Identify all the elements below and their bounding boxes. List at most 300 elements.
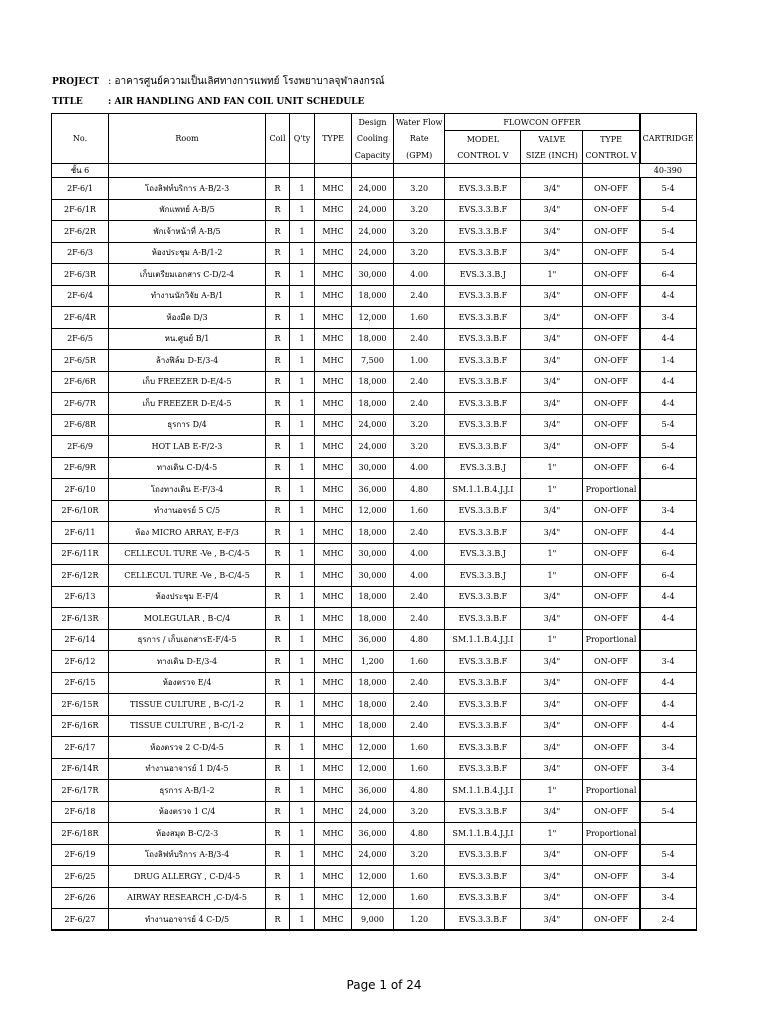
title-label: TITLE [52, 97, 83, 107]
cell-unit-no: 2F-6/27 [52, 909, 109, 931]
cell-control-type: Proportional [583, 479, 640, 501]
cell-coil: R [266, 328, 290, 350]
cell-qty: 1 [290, 629, 315, 651]
cell-room: AIRWAY RESEARCH ,C-D/4-5 [109, 887, 266, 909]
cell-water-flow-rate: 4.00 [394, 457, 445, 479]
cell-unit-type: MHC [315, 629, 352, 651]
cell-cooling-capacity: 36,000 [352, 823, 394, 845]
cell-unit-type: MHC [315, 393, 352, 415]
cell-cartridge: 4-4 [640, 586, 696, 608]
table-row [52, 242, 697, 264]
cell-cooling-capacity: 12,000 [352, 307, 394, 329]
cell-model-control-valve: SM.1.1.B.4.J.J.I [445, 823, 521, 845]
cell-cartridge: 4-4 [640, 694, 696, 716]
cell-unit-type: MHC [315, 909, 352, 931]
col-header-valve-2: SIZE (INCH) [521, 147, 583, 164]
cell-unit-no: 2F-6/19 [52, 844, 109, 866]
table-row [52, 651, 697, 673]
cell-model-control-valve: EVS.3.3.B.F [445, 307, 521, 329]
cell-unit-no: 2F-6/14R [52, 758, 109, 780]
floor-cartridge: 40-390 [640, 164, 696, 178]
cell-cartridge: 3-4 [640, 866, 696, 888]
cell-room: ทำงานอาจารย์ 1 D/4-5 [109, 758, 266, 780]
cell-room: เก็บ FREEZER D-E/4-5 [109, 393, 266, 415]
table-row [52, 909, 697, 931]
cell-unit-type: MHC [315, 694, 352, 716]
cell-qty: 1 [290, 780, 315, 802]
cell-control-type: ON-OFF [583, 801, 640, 823]
col-header-valve-1: VALVE [521, 131, 583, 148]
cell-coil: R [266, 414, 290, 436]
cell-cartridge: 4-4 [640, 608, 696, 630]
cell-coil: R [266, 199, 290, 221]
cell-model-control-valve: EVS.3.3.B.F [445, 393, 521, 415]
title-line [52, 97, 364, 107]
cell-unit-no: 2F-6/15 [52, 672, 109, 694]
cell-valve-size: 3/4" [521, 178, 583, 200]
cell-model-control-valve: EVS.3.3.B.F [445, 586, 521, 608]
cell-cooling-capacity: 18,000 [352, 715, 394, 737]
cell-model-control-valve: SM.1.1.B.4.J.J.I [445, 629, 521, 651]
table-row [52, 866, 697, 888]
cell-control-type: ON-OFF [583, 393, 640, 415]
cell-unit-no: 2F-6/11R [52, 543, 109, 565]
cell-room: เก็บเตรียมเอกสาร C-D/2-4 [109, 264, 266, 286]
cell-cooling-capacity: 12,000 [352, 866, 394, 888]
cell-model-control-valve: EVS.3.3.B.F [445, 350, 521, 372]
cell-unit-type: MHC [315, 565, 352, 587]
cell-coil: R [266, 823, 290, 845]
cell-unit-type: MHC [315, 328, 352, 350]
table-row [52, 608, 697, 630]
cell-coil: R [266, 737, 290, 759]
cell-unit-type: MHC [315, 737, 352, 759]
cell-coil: R [266, 371, 290, 393]
cell-coil: R [266, 500, 290, 522]
cell-model-control-valve: SM.1.1.B.4.J.J.I [445, 479, 521, 501]
cell-qty: 1 [290, 178, 315, 200]
cell-unit-no: 2F-6/9 [52, 436, 109, 458]
cell-valve-size: 1" [521, 780, 583, 802]
cell-model-control-valve: EVS.3.3.B.F [445, 801, 521, 823]
col-header-qty: Q'ty [290, 114, 315, 164]
cell-qty: 1 [290, 543, 315, 565]
cell-water-flow-rate: 2.40 [394, 586, 445, 608]
cell-qty: 1 [290, 457, 315, 479]
cell-cartridge: 4-4 [640, 522, 696, 544]
cell-coil: R [266, 242, 290, 264]
cell-cooling-capacity: 18,000 [352, 522, 394, 544]
cell-control-type: ON-OFF [583, 350, 640, 372]
cell-unit-type: MHC [315, 242, 352, 264]
cell-cartridge: 5-4 [640, 199, 696, 221]
cell-unit-no: 2F-6/26 [52, 887, 109, 909]
cell-unit-type: MHC [315, 285, 352, 307]
cell-control-type: ON-OFF [583, 457, 640, 479]
cell-cooling-capacity: 36,000 [352, 479, 394, 501]
cell-cooling-capacity: 24,000 [352, 801, 394, 823]
cell-room: หน.ศูนย์ B/1 [109, 328, 266, 350]
cell-qty: 1 [290, 866, 315, 888]
cell-valve-size: 1" [521, 479, 583, 501]
cell-unit-type: MHC [315, 522, 352, 544]
cell-cooling-capacity: 24,000 [352, 414, 394, 436]
cell-cartridge: 4-4 [640, 285, 696, 307]
cell-coil: R [266, 629, 290, 651]
cell-qty: 1 [290, 500, 315, 522]
floor-row [52, 164, 697, 178]
cell-room: โถงลิฟท์บริการ A-B/2-3 [109, 178, 266, 200]
cell-model-control-valve: EVS.3.3.B.F [445, 651, 521, 673]
cell-model-control-valve: EVS.3.3.B.F [445, 178, 521, 200]
cell-valve-size: 1" [521, 629, 583, 651]
col-header-water-2: Rate [394, 131, 445, 148]
cell-control-type: ON-OFF [583, 715, 640, 737]
cell-room: MOLEGULAR , B-C/4 [109, 608, 266, 630]
cell-room: พักเจ้าหน้าที่ A-B/5 [109, 221, 266, 243]
cell-valve-size: 3/4" [521, 672, 583, 694]
cell-room: ห้องตรวจ 2 C-D/4-5 [109, 737, 266, 759]
cell-unit-no: 2F-6/18R [52, 823, 109, 845]
cell-water-flow-rate: 1.20 [394, 909, 445, 931]
cell-coil: R [266, 672, 290, 694]
cell-cooling-capacity: 24,000 [352, 221, 394, 243]
cell-unit-type: MHC [315, 543, 352, 565]
cell-valve-size: 3/4" [521, 199, 583, 221]
cell-cartridge: 5-4 [640, 844, 696, 866]
cell-model-control-valve: EVS.3.3.B.F [445, 887, 521, 909]
cell-room: ทำงานนักวิจัย A-B/1 [109, 285, 266, 307]
cell-qty: 1 [290, 586, 315, 608]
cell-unit-type: MHC [315, 823, 352, 845]
table-row [52, 672, 697, 694]
cell-qty: 1 [290, 801, 315, 823]
cell-room: TISSUE CULTURE , B-C/1-2 [109, 694, 266, 716]
cell-qty: 1 [290, 887, 315, 909]
cell-model-control-valve: EVS.3.3.B.F [445, 414, 521, 436]
col-header-coil: Coil [266, 114, 290, 164]
cell-unit-no: 2F-6/12R [52, 565, 109, 587]
cell-unit-type: MHC [315, 436, 352, 458]
project-value: : อาคารศูนย์ความเป็นเลิศทางการแพทย์ โรงพยาบาลจุฬาลงกรณ์ [108, 76, 385, 87]
cell-valve-size: 3/4" [521, 586, 583, 608]
cell-unit-type: MHC [315, 715, 352, 737]
cell-unit-no: 2F-6/4R [52, 307, 109, 329]
cell-cartridge: 4-4 [640, 328, 696, 350]
cell-water-flow-rate: 2.40 [394, 371, 445, 393]
cell-room: ห้องประชุม E-F/4 [109, 586, 266, 608]
col-header-design-3: Capacity [352, 147, 394, 164]
cell-coil: R [266, 651, 290, 673]
cell-qty: 1 [290, 221, 315, 243]
cell-unit-no: 2F-6/18 [52, 801, 109, 823]
cell-cartridge: 3-4 [640, 307, 696, 329]
cell-valve-size: 3/4" [521, 221, 583, 243]
project-line [52, 74, 385, 89]
cell-unit-type: MHC [315, 307, 352, 329]
cell-cooling-capacity: 12,000 [352, 758, 394, 780]
table-row [52, 801, 697, 823]
cell-cooling-capacity: 18,000 [352, 285, 394, 307]
table-row [52, 887, 697, 909]
cell-qty: 1 [290, 651, 315, 673]
cell-room: ล้างฟิล์ม D-E/3-4 [109, 350, 266, 372]
cell-valve-size: 1" [521, 264, 583, 286]
cell-cooling-capacity: 12,000 [352, 737, 394, 759]
cell-room: ห้องสมุด B-C/2-3 [109, 823, 266, 845]
cell-water-flow-rate: 1.60 [394, 737, 445, 759]
cell-unit-no: 2F-6/2R [52, 221, 109, 243]
cell-water-flow-rate: 3.20 [394, 221, 445, 243]
table-row [52, 844, 697, 866]
project-label: PROJECT [52, 77, 100, 87]
cell-control-type: ON-OFF [583, 178, 640, 200]
cell-unit-type: MHC [315, 479, 352, 501]
table-row [52, 371, 697, 393]
cell-valve-size: 3/4" [521, 414, 583, 436]
cell-room: ทางเดิน C-D/4-5 [109, 457, 266, 479]
table-row [52, 715, 697, 737]
cell-control-type: ON-OFF [583, 909, 640, 931]
cell-valve-size: 1" [521, 823, 583, 845]
cell-control-type: ON-OFF [583, 522, 640, 544]
cell-qty: 1 [290, 694, 315, 716]
cell-unit-no: 2F-6/4 [52, 285, 109, 307]
cell-water-flow-rate: 2.40 [394, 328, 445, 350]
cell-coil: R [266, 565, 290, 587]
cell-cartridge: 1-4 [640, 350, 696, 372]
table-row [52, 328, 697, 350]
cell-control-type: ON-OFF [583, 565, 640, 587]
cell-valve-size: 1" [521, 565, 583, 587]
table-row [52, 694, 697, 716]
cell-cooling-capacity: 18,000 [352, 586, 394, 608]
cell-model-control-valve: EVS.3.3.B.J [445, 543, 521, 565]
cell-cooling-capacity: 30,000 [352, 543, 394, 565]
cell-cartridge: 5-4 [640, 414, 696, 436]
cell-room: พักแพทย์ A-B/5 [109, 199, 266, 221]
cell-coil: R [266, 586, 290, 608]
cell-model-control-valve: EVS.3.3.B.J [445, 565, 521, 587]
cell-control-type: ON-OFF [583, 608, 640, 630]
cell-model-control-valve: EVS.3.3.B.F [445, 328, 521, 350]
cell-cartridge: 2-4 [640, 909, 696, 931]
cell-water-flow-rate: 2.40 [394, 715, 445, 737]
cell-valve-size: 3/4" [521, 737, 583, 759]
cell-room: ห้องตรวจ 1 C/4 [109, 801, 266, 823]
cell-unit-no: 2F-6/16R [52, 715, 109, 737]
cell-cooling-capacity: 36,000 [352, 780, 394, 802]
cell-model-control-valve: EVS.3.3.B.F [445, 672, 521, 694]
cell-control-type: ON-OFF [583, 328, 640, 350]
cell-cartridge: 4-4 [640, 672, 696, 694]
cell-room: ทำงานอจรย์ 5 C/5 [109, 500, 266, 522]
cell-cooling-capacity: 24,000 [352, 242, 394, 264]
col-header-ctype-1: TYPE [583, 131, 640, 148]
cell-qty: 1 [290, 758, 315, 780]
cell-valve-size: 3/4" [521, 307, 583, 329]
cell-qty: 1 [290, 414, 315, 436]
col-header-water-3: (GPM) [394, 147, 445, 164]
cell-control-type: ON-OFF [583, 436, 640, 458]
cell-unit-type: MHC [315, 371, 352, 393]
cell-valve-size: 1" [521, 457, 583, 479]
cell-model-control-valve: EVS.3.3.B.F [445, 608, 521, 630]
cell-control-type: ON-OFF [583, 844, 640, 866]
cell-qty: 1 [290, 608, 315, 630]
col-header-ctype-2: CONTROL V [583, 147, 640, 164]
cell-water-flow-rate: 1.60 [394, 651, 445, 673]
cell-water-flow-rate: 4.00 [394, 543, 445, 565]
cell-control-type: ON-OFF [583, 737, 640, 759]
cell-valve-size: 3/4" [521, 866, 583, 888]
cell-unit-type: MHC [315, 844, 352, 866]
cell-valve-size: 3/4" [521, 608, 583, 630]
cell-cooling-capacity: 18,000 [352, 371, 394, 393]
cell-cooling-capacity: 7,500 [352, 350, 394, 372]
cell-control-type: ON-OFF [583, 500, 640, 522]
cell-cartridge: 3-4 [640, 887, 696, 909]
cell-cooling-capacity: 24,000 [352, 436, 394, 458]
cell-unit-no: 2F-6/10R [52, 500, 109, 522]
cell-unit-no: 2F-6/13 [52, 586, 109, 608]
cell-qty: 1 [290, 522, 315, 544]
cell-control-type: ON-OFF [583, 414, 640, 436]
cell-room: เก็บ FREEZER D-E/4-5 [109, 371, 266, 393]
cell-cooling-capacity: 30,000 [352, 457, 394, 479]
cell-room: HOT LAB E-F/2-3 [109, 436, 266, 458]
cell-cooling-capacity: 30,000 [352, 264, 394, 286]
cell-control-type: ON-OFF [583, 543, 640, 565]
cell-cooling-capacity: 24,000 [352, 178, 394, 200]
cell-qty: 1 [290, 844, 315, 866]
cell-water-flow-rate: 2.40 [394, 694, 445, 716]
cell-unit-no: 2F-6/15R [52, 694, 109, 716]
cell-control-type: Proportional [583, 823, 640, 845]
cell-model-control-valve: EVS.3.3.B.J [445, 457, 521, 479]
cell-water-flow-rate: 2.40 [394, 285, 445, 307]
cell-unit-no: 2F-6/1 [52, 178, 109, 200]
cell-control-type: ON-OFF [583, 221, 640, 243]
cell-water-flow-rate: 1.60 [394, 307, 445, 329]
cell-cartridge: 5-4 [640, 801, 696, 823]
cell-unit-no: 2F-6/14 [52, 629, 109, 651]
cell-unit-type: MHC [315, 780, 352, 802]
cell-room: โถงลิฟท์บริการ A-B/3-4 [109, 844, 266, 866]
cell-model-control-valve: EVS.3.3.B.F [445, 242, 521, 264]
cell-room: TISSUE CULTURE , B-C/1-2 [109, 715, 266, 737]
cell-coil: R [266, 436, 290, 458]
cell-unit-no: 2F-6/1R [52, 199, 109, 221]
cell-unit-no: 2F-6/8R [52, 414, 109, 436]
cell-model-control-valve: EVS.3.3.B.F [445, 758, 521, 780]
cell-unit-no: 2F-6/12 [52, 651, 109, 673]
cell-water-flow-rate: 3.20 [394, 178, 445, 200]
cell-qty: 1 [290, 350, 315, 372]
cell-water-flow-rate: 2.40 [394, 522, 445, 544]
cell-control-type: Proportional [583, 780, 640, 802]
cell-control-type: Proportional [583, 629, 640, 651]
cell-cartridge: 4-4 [640, 715, 696, 737]
table-row [52, 307, 697, 329]
cell-room: ห้องตรวจ E/4 [109, 672, 266, 694]
cell-model-control-valve: EVS.3.3.B.F [445, 371, 521, 393]
cell-coil: R [266, 801, 290, 823]
cell-valve-size: 3/4" [521, 801, 583, 823]
table-row [52, 500, 697, 522]
table-row [52, 737, 697, 759]
cell-cartridge: 3-4 [640, 737, 696, 759]
cell-model-control-valve: EVS.3.3.B.F [445, 694, 521, 716]
cell-control-type: ON-OFF [583, 199, 640, 221]
cell-cooling-capacity: 9,000 [352, 909, 394, 931]
cell-cartridge: 3-4 [640, 758, 696, 780]
cell-qty: 1 [290, 242, 315, 264]
col-header-type: TYPE [315, 114, 352, 164]
cell-control-type: ON-OFF [583, 586, 640, 608]
cell-valve-size: 3/4" [521, 285, 583, 307]
cell-coil: R [266, 543, 290, 565]
cell-cartridge: 6-4 [640, 565, 696, 587]
cell-cooling-capacity: 1,200 [352, 651, 394, 673]
col-header-room: Room [109, 114, 266, 164]
cell-valve-size: 3/4" [521, 651, 583, 673]
table-row [52, 199, 697, 221]
cell-unit-type: MHC [315, 457, 352, 479]
cell-model-control-valve: EVS.3.3.B.F [445, 737, 521, 759]
cell-cooling-capacity: 12,000 [352, 887, 394, 909]
cell-valve-size: 3/4" [521, 887, 583, 909]
cell-cooling-capacity: 18,000 [352, 672, 394, 694]
col-header-model-1: MODEL [445, 131, 521, 148]
cell-unit-no: 2F-6/13R [52, 608, 109, 630]
cell-water-flow-rate: 4.80 [394, 780, 445, 802]
cell-model-control-valve: EVS.3.3.B.F [445, 909, 521, 931]
cell-control-type: ON-OFF [583, 285, 640, 307]
cell-cartridge: 6-4 [640, 264, 696, 286]
cell-coil: R [266, 715, 290, 737]
cell-cartridge [640, 479, 696, 501]
cell-room: ทางเดิน D-E/3-4 [109, 651, 266, 673]
cell-control-type: ON-OFF [583, 371, 640, 393]
cell-coil: R [266, 479, 290, 501]
cell-model-control-valve: EVS.3.3.B.F [445, 522, 521, 544]
cell-qty: 1 [290, 264, 315, 286]
cell-unit-type: MHC [315, 500, 352, 522]
cell-unit-no: 2F-6/7R [52, 393, 109, 415]
cell-valve-size: 3/4" [521, 328, 583, 350]
cell-qty: 1 [290, 199, 315, 221]
title-value: : AIR HANDLING AND FAN COIL UNIT SCHEDULE [108, 97, 365, 107]
cell-unit-no: 2F-6/17R [52, 780, 109, 802]
cell-room: ธุรการ A-B/1-2 [109, 780, 266, 802]
cell-coil: R [266, 350, 290, 372]
cell-cooling-capacity: 24,000 [352, 844, 394, 866]
cell-water-flow-rate: 3.20 [394, 242, 445, 264]
cell-coil: R [266, 844, 290, 866]
cell-room: ห้อง MICRO ARRAY, E-F/3 [109, 522, 266, 544]
table-row [52, 780, 697, 802]
cell-water-flow-rate: 1.60 [394, 500, 445, 522]
cell-qty: 1 [290, 436, 315, 458]
cell-control-type: ON-OFF [583, 242, 640, 264]
cell-qty: 1 [290, 672, 315, 694]
cell-unit-no: 2F-6/10 [52, 479, 109, 501]
schedule-table [51, 113, 697, 931]
cell-coil: R [266, 694, 290, 716]
cell-cartridge: 3-4 [640, 651, 696, 673]
cell-water-flow-rate: 4.80 [394, 479, 445, 501]
